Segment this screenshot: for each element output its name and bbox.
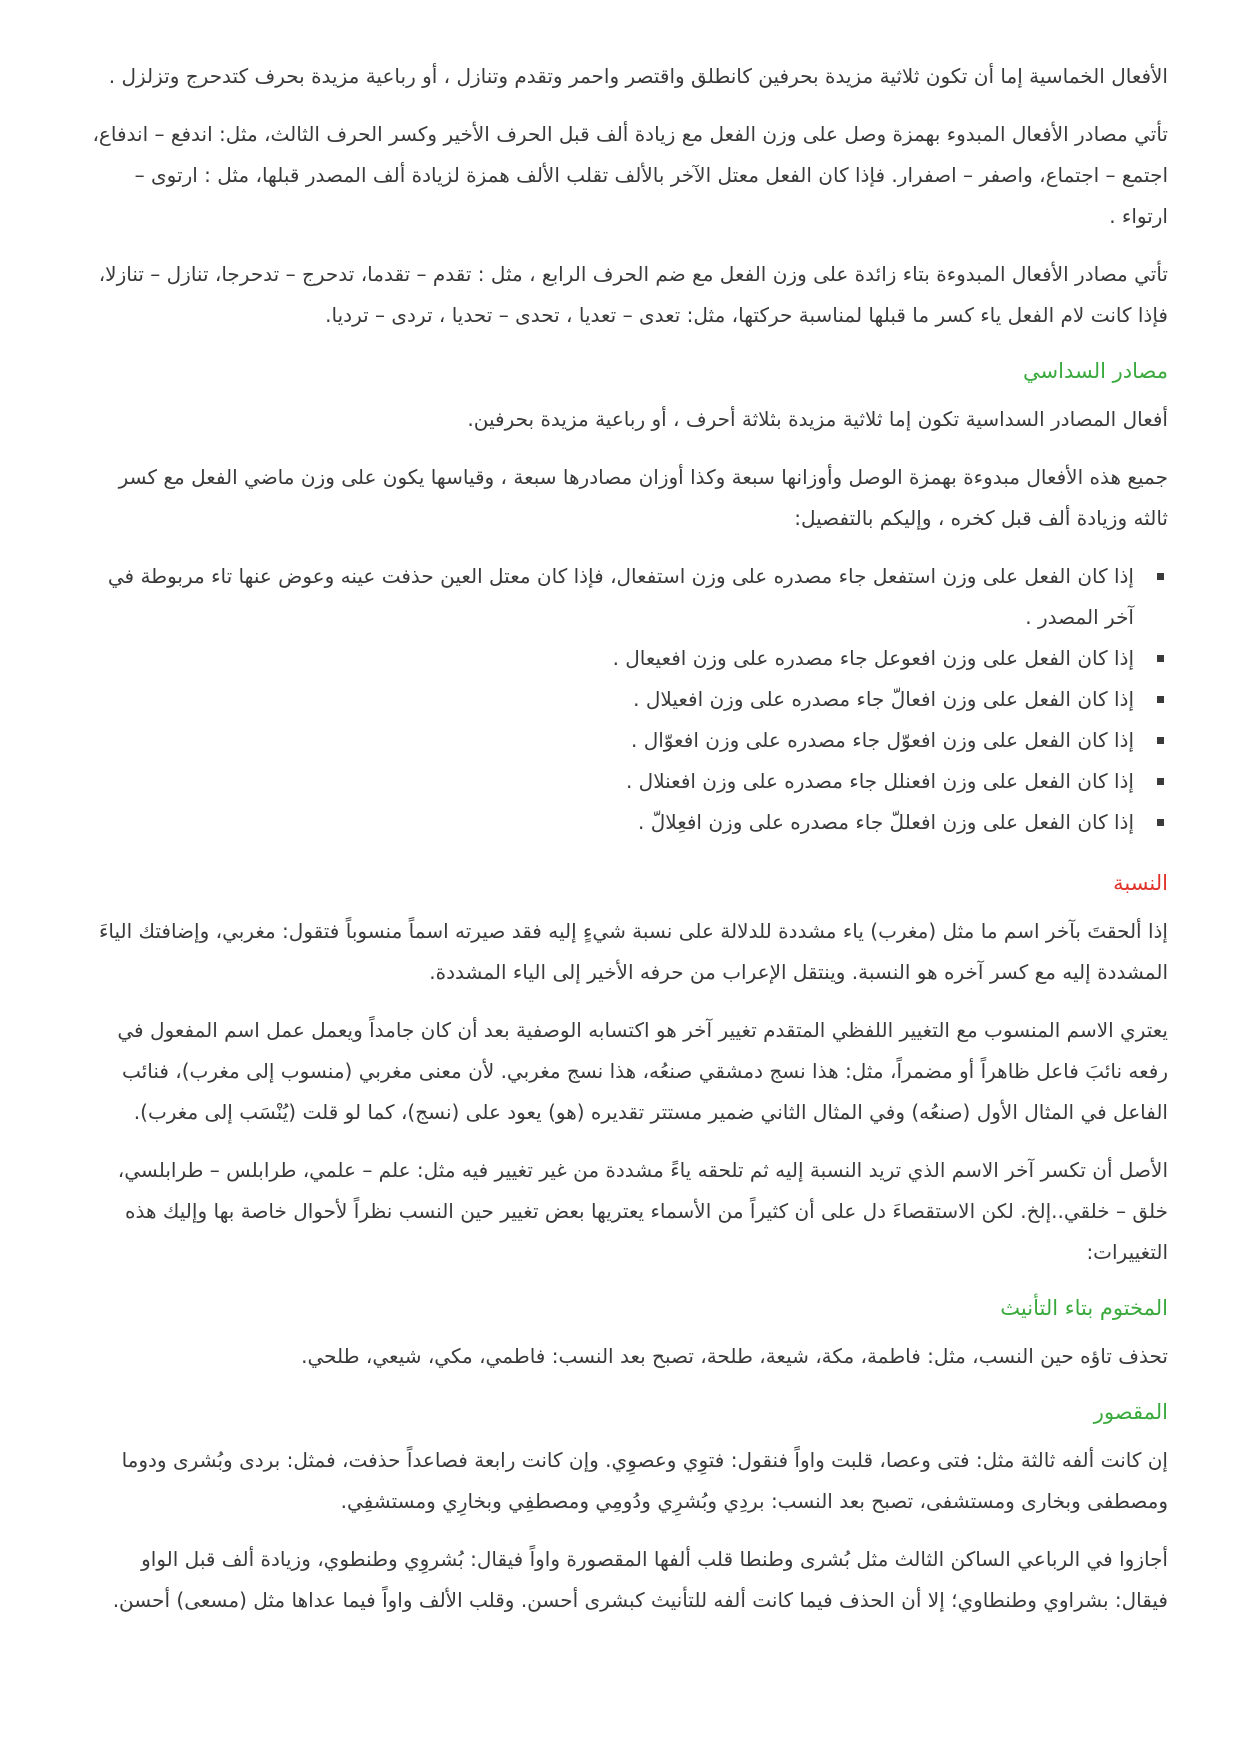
paragraph-nisba-definition: إذا ألحقتَ بآخر اسم ما مثل (مغرب) ياء مشددة للدلالة على نسبة شيءٍ إليه فقد صيرته اسماً منسوباً فتقول: مغربي، وإضافتك الياءَ المشددة إليه مع كسر آخره هو النسبة. وينتقل الإعراب من حرفه الأخير إلى الياء المشددة. <box>98 919 1168 984</box>
heading-feminine-taa: المختوم بتاء التأنيث <box>1000 1296 1168 1320</box>
list-item: إذا كان الفعل على وزن افعوّل جاء مصدره على وزن افعوّال . <box>88 720 1134 761</box>
list-item: إذا كان الفعل على وزن افعوعل جاء مصدره على وزن افعيعال . <box>88 638 1134 679</box>
heading-maqsur: المقصور <box>1093 1400 1168 1424</box>
paragraph-feminine-taa: تحذف تاؤه حين النسب، مثل: فاطمة، مكة، شيعة، طلحة، تصبح بعد النسب: فاطمي، مكي، شيعي، طلحي. <box>301 1344 1168 1368</box>
paragraph-nisba-rule: الأصل أن تكسر آخر الاسم الذي تريد النسبة إليه ثم تلحقه ياءً مشددة من غير تغيير فيه مثل: علم – علمي، طرابلس – طرابلسي، خلق – خلقي..إلخ. لكن الاستقصاءَ دل على أن كثيراً من الأسماء يعتريها بعض تغيير حين النسب نظراً لأحوال خاصة بها وإليك هذه التغييرات: <box>117 1158 1168 1264</box>
sextet-patterns-list <box>88 556 1168 843</box>
paragraph-nisba-description: يعتري الاسم المنسوب مع التغيير اللفظي المتقدم تغيير آخر هو اكتسابه الوصفية بعد أن كان جامداً ويعمل عمل اسم المفعول في رفعه نائبَ فاعل ظاهراً أو مضمراً، مثل: هذا نسج دمشقي صنعُه، هذا نسج مغربي. لأن معنى مغربي (منسوب إلى مغرب)، فنائب الفاعل في المثال الأول (صنعُه) وفي المثال الثاني ضمير مستتر تقديره (هو) يعود على (نسج)، كما لو قلت (يُنْسَب إلى مغرب). <box>117 1018 1168 1124</box>
square-bullet-icon <box>1157 778 1164 785</box>
square-bullet-icon <box>1157 696 1164 703</box>
paragraph-maqsur-rule: إن كانت ألفه ثالثة مثل: فتى وعصا، قلبت واواً فنقول: فتوِي وعصوِي. وإن كانت رابعة فصاعداً حذفت، فمثل: بردى وبُشرى ودوما ومصطفى وبخارى ومستشفى، تصبح بعد النسب: بردِي وبُشرِي ودُومِي ومصطفِي وبخارِي ومستشفِي. <box>121 1448 1168 1513</box>
list-item: إذا كان الفعل على وزن استفعل جاء مصدره على وزن استفعال، فإذا كان معتل العين حذفت عينه وعوض عنها تاء مربوطة في آخر المصدر . <box>88 556 1134 638</box>
paragraph-hamza-wasl-sources: تأتي مصادر الأفعال المبدوء بهمزة وصل على وزن الفعل مع زيادة ألف قبل الحرف الأخير وكسر الحرف الثالث، مثل: اندفع – اندفاع، اجتمع – اجتماع، واصفر – اصفرار. فإذا كان الفعل معتل الآخر بالألف تقلب الألف همزة لزيادة ألف المصدر قبلها، مثل : ارتوى – ارتواء . <box>92 122 1168 228</box>
list-item: إذا كان الفعل على وزن افعالّ جاء مصدره على وزن افعيلال . <box>88 679 1134 720</box>
square-bullet-icon <box>1157 819 1164 826</box>
list-item: إذا كان الفعل على وزن افعنلل جاء مصدره على وزن افعنلال . <box>88 761 1134 802</box>
paragraph-quinary-verbs: الأفعال الخماسية إما أن تكون ثلاثية مزيدة بحرفين كانطلق واقتصر واحمر وتقدم وتنازل ، أو رباعية مزيدة بحرف كتدحرج وتزلزل . <box>108 64 1168 88</box>
paragraph-sextet-definition: أفعال المصادر السداسية تكون إما ثلاثية مزيدة بثلاثة أحرف ، أو رباعية مزيدة بحرفين. <box>467 407 1168 431</box>
square-bullet-icon <box>1157 655 1164 662</box>
list-item: إذا كان الفعل على وزن افعللّ جاء مصدره على وزن افعِلالّ . <box>88 802 1134 843</box>
paragraph-taa-sources: تأتي مصادر الأفعال المبدوءة بتاء زائدة على وزن الفعل مع ضم الحرف الرابع ، مثل : تقدم – تقدما، تدحرج – تدحرجا، تنازل – تنازلا، فإذا كانت لام الفعل ياء كسر ما قبلها لمناسبة حركتها، مثل: تعدى – تعديا ، تحدى – تحديا ، تردى – ترديا. <box>98 262 1168 327</box>
square-bullet-icon <box>1157 573 1164 580</box>
square-bullet-icon <box>1157 737 1164 744</box>
heading-nisba: النسبة <box>1113 871 1168 895</box>
paragraph-maqsur-quadrilateral: أجازوا في الرباعي الساكن الثالث مثل بُشرى وطنطا قلب ألفها المقصورة واواً فيقال: بُشروِي وطنطوي، وزيادة ألف قبل الواو فيقال: بشراوي وطنطاوي؛ إلا أن الحذف فيما كانت ألفه للتأنيث كبشرى أحسن. وقلب الألف واواً فيما عداها مثل (مسعى) أحسن. <box>112 1547 1168 1612</box>
paragraph-sextet-details: جميع هذه الأفعال مبدوءة بهمزة الوصل وأوزانها سبعة وكذا أوزان مصادرها سبعة ، وقياسها يكون على وزن ماضي الفعل مع كسر ثالثه وزيادة ألف قبل كخره ، وإليكم بالتفصيل: <box>118 465 1168 530</box>
heading-sextet-sources: مصادر السداسي <box>1023 359 1168 383</box>
